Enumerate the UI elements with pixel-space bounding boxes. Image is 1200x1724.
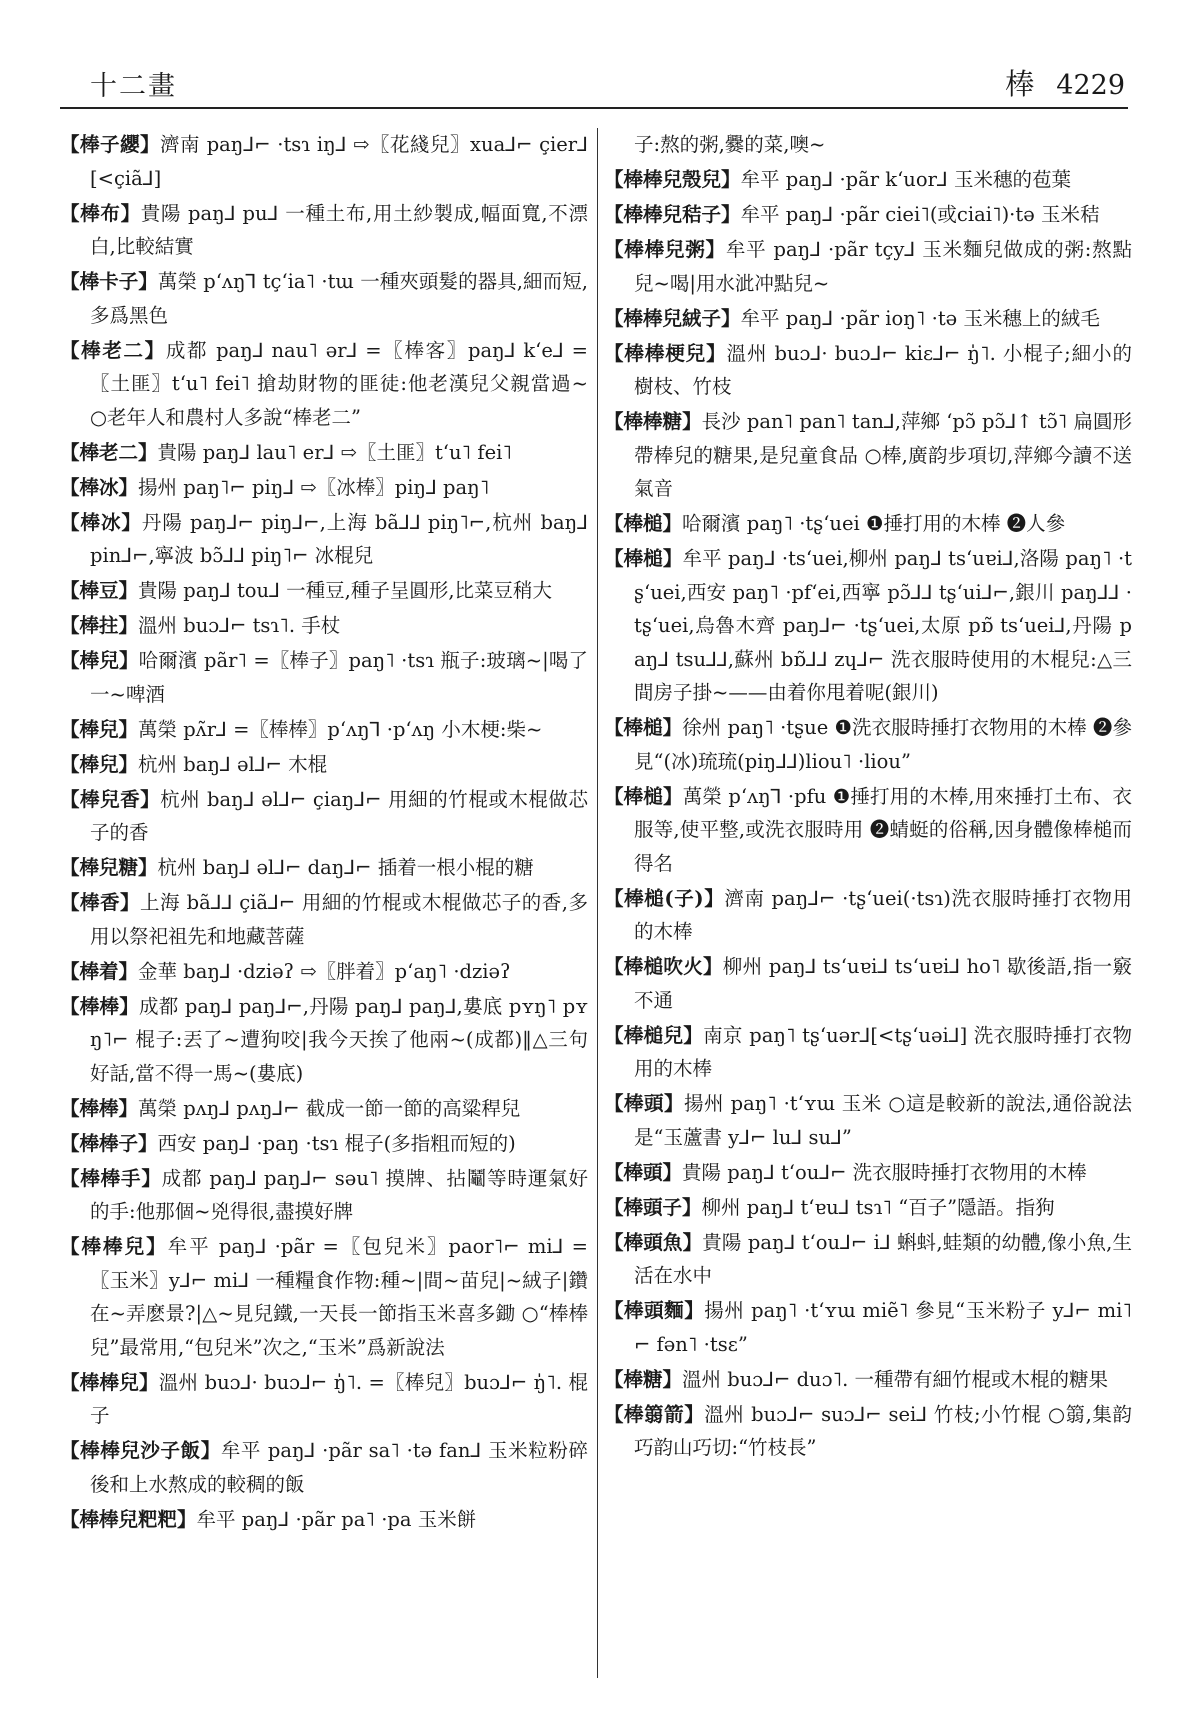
dictionary-entry (60, 990, 588, 1091)
entry-body: 牟平 paŋ⅃ ·pãr tçy⅃ 玉米麵兒做成的粥:熬點兒~喝|用水泚冲點兒~ (634, 238, 1132, 295)
entry-body: 哈爾濱 pãr˥ =〖棒子〗paŋ˥ ·tsɿ 瓶子:玻璃~|喝了一~啤酒 (90, 649, 588, 706)
entry-headword: 【棒兒糖】 (60, 856, 158, 879)
entry-headword: 【棒槌兒】 (604, 1023, 704, 1047)
dictionary-entry (604, 1398, 1132, 1465)
entry-body: 濟南 paŋ⅃⌐ ·tsɿ iŋ⅃ ⇨〖花綫兒〗xua⅃⌐ çier⅃[<çiã⅃] (90, 133, 588, 190)
entry-headword: 【棒老二】 (60, 440, 158, 464)
entry-headword: 【棒棒】 (60, 994, 139, 1018)
dictionary-entry (604, 1156, 1132, 1190)
entry-body: 成都 paŋ⅃ paŋ⅃⌐,丹陽 paŋ⅃ paŋ⅃,婁底 pʏŋ˥ pʏŋ˥⌐ 棍子:丟了~遭狗咬|我今天挨了他兩~(成都)‖△三句好話,當不得一馬~(婁底) (90, 994, 588, 1085)
entry-headword: 【棒槌(子)】 (604, 886, 725, 910)
entry-headword: 【棒槌】 (604, 547, 683, 570)
entry-body: 貴陽 paŋ⅃ tʻou⅃⌐ 洗衣服時捶打衣物用的木棒 (682, 1160, 1087, 1184)
entry-headword: 【棒棒手】 (60, 1166, 162, 1190)
dictionary-entry (60, 128, 588, 195)
entry-body: 牟平 paŋ⅃ ·tsʻuei,柳州 paŋ⅃ tsʻuɐi⅃,洛陽 paŋ˥ ·tʂʻuei,西安 paŋ˥ ·pfʻei,西寧 pɔ̃⅃⅃ tʂʻui⅃⌐,銀川 paŋ⅃⅃ ·tʂʻuei,烏魯木齊 paŋ⅃⌐ ·tʂʻuei,太原 pɒ̃ tsʻuei⅃,丹陽 paŋ⅃ tsu⅃⅃,蘇州 bɒ̃⅃⅃ zɥ⅃⌐ 洗衣服時使用的木棍兒:△三間房子掛~——由着你甩着呢(銀川) (634, 547, 1132, 704)
dictionary-entry (60, 851, 588, 885)
entry-headword: 【棒兒】 (60, 717, 139, 741)
entry-headword: 【棒棒兒絨子】 (604, 306, 741, 330)
dictionary-entry (60, 748, 588, 782)
dictionary-entry (604, 1191, 1132, 1225)
page-number: 4229 (1056, 70, 1125, 101)
page-header (90, 62, 1125, 104)
entry-body: 萬榮 pʌŋ⅃ pʌŋ⅃⌐ 截成一節一節的高粱稈兒 (138, 1096, 521, 1120)
entry-body: 杭州 baŋ⅃ əl⅃⌐ çiaŋ⅃⌐ 用細的竹棍或木棍做芯子的香 (90, 787, 588, 844)
dictionary-entry (60, 436, 588, 470)
dictionary-entry (60, 506, 588, 573)
dictionary-entry (60, 886, 588, 953)
entry-headword: 【棒布】 (60, 201, 141, 225)
entry-headword: 【棒頭】 (604, 1160, 683, 1184)
dictionary-entry (604, 1294, 1132, 1361)
dictionary-entry (60, 574, 588, 608)
entry-body: 貴陽 paŋ⅃ tou⅃ 一種豆,種子呈圓形,比菜豆稍大 (138, 579, 553, 602)
entry-body: 溫州 buɔ⅃⌐ tsɿ˥. 手杖 (138, 614, 341, 637)
entry-headword: 【棒着】 (60, 959, 139, 983)
running-head (1005, 62, 1125, 103)
entry-body: 萬榮 pʻʌŋ⅂ tçʻia˥ ·tɯ 一種夾頭髮的器具,細而短,多爲黑色 (90, 270, 588, 327)
right-column (604, 128, 1132, 1466)
entry-body: 柳州 paŋ⅃ tʻɐu⅃ tsɿ˥ “百子”隱語。指狗 (701, 1195, 1055, 1219)
section-title: 十二畫 (90, 71, 177, 102)
entry-headword: 【棒篛箭】 (604, 1402, 705, 1426)
dictionary-entry (60, 1366, 588, 1433)
entry-headword: 【棒棒兒秸子】 (604, 203, 741, 226)
head-character: 棒 (1005, 67, 1035, 101)
entry-headword: 【棒兒香】 (60, 787, 161, 811)
entry-body: 長沙 pan˥ pan˥ tan⅃,萍鄉 ʻpɔ̃ pɔ̃⅃↑ tɔ̃˥ 扁圓形帶棒兒的糖果,是兒童食品 ○棒,廣韵步項切,萍鄉今讀不送氣音 (634, 410, 1132, 500)
entry-headword: 【棒槌】 (604, 784, 683, 808)
entry-body: 徐州 paŋ˥ ·tʂue ❶洗衣服時捶打衣物用的木棒 ❷參見“(冰)琉琉(piŋ⅃⅃)liou˥ ·liou” (634, 716, 1132, 773)
entry-headword: 【棒頭魚】 (604, 1230, 703, 1254)
entry-body: 牟平 paŋ⅃ ·pãr sa˥ ·tə fan⅃ 玉米粒粉碎後和上水熬成的較稠的飯 (90, 1439, 588, 1496)
entry-body: 南京 paŋ˥ tʂʻuər⅃[<tʂʻuəi⅃] 洗衣服時捶打衣物用的木棒 (634, 1023, 1132, 1080)
entry-body: 牟平 paŋ⅃ ·pãr pa˥ ·pa 玉米餅 (196, 1507, 477, 1531)
entry-headword: 【棒棒梗兒】 (604, 341, 727, 365)
entry-headword: 【棒冰】 (60, 510, 142, 534)
dictionary-entry (604, 405, 1132, 506)
dictionary-entry (60, 955, 588, 989)
entry-headword: 【棒卡子】 (60, 270, 158, 293)
entry-body: 揚州 paŋ˥ ·tʻʏɯ miẽ˥ 參見“玉米粉子 y⅃⌐ mi˥⌐ fən˥ ·tsɛ” (634, 1299, 1132, 1356)
dictionary-entry (604, 882, 1132, 949)
entry-body: 柳州 paŋ⅃ tsʻuɐi⅃ tsʻuɐi⅃ ho˥ 歇後語,指一竅不通 (634, 955, 1132, 1012)
entry-body: 西安 paŋ⅃ ·paŋ ·tsɿ 棍子(多指粗而短的) (157, 1131, 516, 1155)
left-column (60, 128, 588, 1538)
dictionary-entry (604, 1019, 1132, 1086)
dictionary-entry (60, 1503, 588, 1537)
entry-body: 牟平 paŋ⅃ ·pãr =〖包兒米〗paor˥⌐ mi⅃ =〖玉米〗y⅃⌐ mi⅃ 一種糧食作物:種~|間~苗兒|~絨子|鑽在~弄麽景?|△~見兒鐵,一天長一節指玉米喜多鋤 ○“棒棒兒”最常用,“包兒米”次之,“玉米”爲新說法 (90, 1235, 588, 1359)
entry-body: 子:熬的粥,爨的菜,噢~ (634, 133, 826, 156)
column-divider (597, 128, 598, 1678)
dictionary-entry (604, 163, 1132, 197)
entry-headword: 【棒棒】 (60, 1096, 139, 1120)
dictionary-entry (60, 713, 588, 747)
entry-headword: 【棒棒兒粑粑】 (60, 1507, 197, 1531)
dictionary-entry (60, 644, 588, 711)
dictionary-entry (60, 1162, 588, 1229)
dictionary-entry (60, 1230, 588, 1364)
entry-body: 哈爾濱 paŋ˥ ·tʂʻuei ❶捶打用的木棒 ❷人參 (682, 512, 1066, 535)
dictionary-entry (60, 1092, 588, 1126)
entry-body: 貴陽 paŋ⅃ tʻou⅃⌐ i⅃ 蝌蚪,蛙類的幼體,像小魚,生活在水中 (634, 1230, 1132, 1287)
dictionary-entry (604, 1363, 1132, 1397)
dictionary-entry (60, 471, 588, 505)
entry-headword: 【棒棒兒】 (60, 1370, 159, 1394)
entry-body: 揚州 paŋ˥ ·tʻʏɯ 玉米 ○這是較新的說法,通俗說法是“玉蘆書 y⅃⌐ lu⅃ su⅃” (634, 1092, 1132, 1149)
entry-headword: 【棒頭麵】 (604, 1299, 705, 1322)
entry-headword: 【棒棒兒殼兒】 (604, 168, 741, 191)
entry-headword: 【棒老二】 (60, 338, 166, 362)
entry-body: 揚州 paŋ˥⌐ piŋ⅃ ⇨〖冰棒〗piŋ⅃ paŋ˥ (138, 475, 490, 499)
entry-body: 萬榮 pʌ̃r⅃ =〖棒棒〗pʻʌŋ⅂ ·pʻʌŋ 小木梗:柴~ (138, 717, 543, 741)
entry-headword: 【棒棒兒】 (60, 1235, 168, 1258)
dictionary-entry (604, 337, 1132, 404)
entry-body: 上海 bã⅃⅃ çiã⅃⌐ 用細的竹棍或木棍做芯子的香,多用以祭祀祖先和地藏菩薩 (90, 891, 588, 948)
entry-body: 成都 paŋ⅃ nau˥ ər⅃ =〖棒客〗paŋ⅃ kʻe⅃ =〖土匪〗tʻu˥ fei˥ 搶劫財物的匪徒:他老漢兒父親當過~ ○老年人和農村人多說“棒老二” (90, 338, 588, 429)
entry-body: 貴陽 paŋ⅃ pu⅃ 一種土布,用土紗製成,幅面寬,不漂白,比較結實 (90, 201, 588, 258)
entry-headword: 【棒棒兒沙子飯】 (60, 1439, 221, 1462)
entry-headword: 【棒槌】 (604, 512, 683, 535)
entry-body: 金華 baŋ⅃ ·dziəʔ ⇨〖胖着〗pʻaŋ˥ ·dziəʔ (138, 959, 511, 983)
entry-headword: 【棒兒】 (60, 752, 139, 776)
entry-body: 貴陽 paŋ⅃ lau˥ er⅃ ⇨〖土匪〗tʻu˥ fei˥ (157, 440, 512, 464)
dictionary-entry (604, 1087, 1132, 1154)
dictionary-entry (604, 233, 1132, 300)
entry-body: 萬榮 pʻʌŋ⅂ ·pfu ❶捶打用的木棒,用來捶打土布、衣服等,使平整,或洗衣服時用 ❷蜻蜓的俗稱,因身體像棒槌而得名 (634, 784, 1132, 875)
entry-headword: 【棒糖】 (604, 1367, 683, 1391)
entry-headword: 【棒香】 (60, 891, 140, 914)
entry-headword: 【棒槌吹火】 (604, 955, 723, 978)
entry-headword: 【棒冰】 (60, 475, 139, 499)
dictionary-entry (604, 128, 1132, 162)
entry-body: 杭州 baŋ⅃ əl⅃⌐ 木棍 (138, 752, 328, 776)
dictionary-entry (604, 711, 1132, 778)
dictionary-entry (60, 1434, 588, 1501)
dictionary-entry (604, 302, 1132, 336)
entry-headword: 【棒子纓】 (60, 133, 160, 156)
entry-body: 丹陽 paŋ⅃⌐ piŋ⅃⌐,上海 bã⅃⅃ piŋ˥⌐,杭州 baŋ⅃ pin⅃⌐,寧波 bɔ̃⅃⅃ piŋ˥⌐ 冰棍兒 (90, 510, 588, 567)
entry-body: 牟平 paŋ⅃ ·pãr kʻuor⅃ 玉米穗的苞葉 (740, 168, 1071, 191)
entry-headword: 【棒頭】 (604, 1092, 684, 1115)
entry-headword: 【棒拄】 (60, 614, 139, 637)
dictionary-entry (60, 265, 588, 332)
dictionary-entry (60, 1127, 588, 1161)
dictionary-entry (604, 507, 1132, 541)
entry-body: 溫州 buɔ⅃⌐ suɔ⅃⌐ sei⅃ 竹枝;小竹棍 ○篛,集韵巧韵山巧切:“竹枝長” (634, 1402, 1132, 1459)
dictionary-entry (60, 783, 588, 850)
entry-body: 成都 paŋ⅃ paŋ⅃⌐ səu˥ 摸牌、拈鬮等時運氣好的手:他那個~兇得很,盡摸好牌 (90, 1166, 588, 1223)
entry-headword: 【棒頭子】 (604, 1195, 702, 1219)
entry-body: 溫州 buɔ⅃· buɔ⅃⌐ kiɛ⅃⌐ ŋ̍˥. 小棍子;細小的樹枝、竹枝 (634, 341, 1132, 398)
entry-headword: 【棒槌】 (604, 716, 683, 739)
entry-headword: 【棒兒】 (60, 649, 139, 672)
dictionary-entry (604, 950, 1132, 1017)
entry-body: 溫州 buɔ⅃⌐ duɔ˥. 一種帶有細竹棍或木棍的糖果 (682, 1367, 1109, 1391)
entry-body: 濟南 paŋ⅃⌐ ·tʂʻuei(·tsɿ)洗衣服時捶打衣物用的木棒 (634, 886, 1132, 943)
dictionary-entry (60, 609, 588, 643)
dictionary-entry (604, 198, 1132, 232)
entry-headword: 【棒棒子】 (60, 1131, 158, 1155)
entry-headword: 【棒豆】 (60, 579, 139, 602)
dictionary-entry (60, 197, 588, 264)
dictionary-entry (604, 780, 1132, 881)
entry-body: 牟平 paŋ⅃ ·pãr ciei˥(或ciai˥)·tə 玉米秸 (740, 203, 1100, 226)
entry-body: 牟平 paŋ⅃ ·pãr ioŋ˥ ·tə 玉米穗上的絨毛 (740, 306, 1100, 330)
dictionary-entry (604, 542, 1132, 710)
entry-body: 溫州 buɔ⅃· buɔ⅃⌐ ŋ̍˥. =〖棒兒〗buɔ⅃⌐ ŋ̍˥. 棍子 (90, 1370, 588, 1427)
entry-body: 杭州 baŋ⅃ əl⅃⌐ daŋ⅃⌐ 插着一根小棍的糖 (157, 856, 534, 879)
entry-headword: 【棒棒兒粥】 (604, 238, 726, 261)
dictionary-entry (60, 334, 588, 435)
dictionary-entry (604, 1226, 1132, 1293)
header-rule (60, 107, 1128, 109)
entry-headword: 【棒棒糖】 (604, 410, 702, 433)
